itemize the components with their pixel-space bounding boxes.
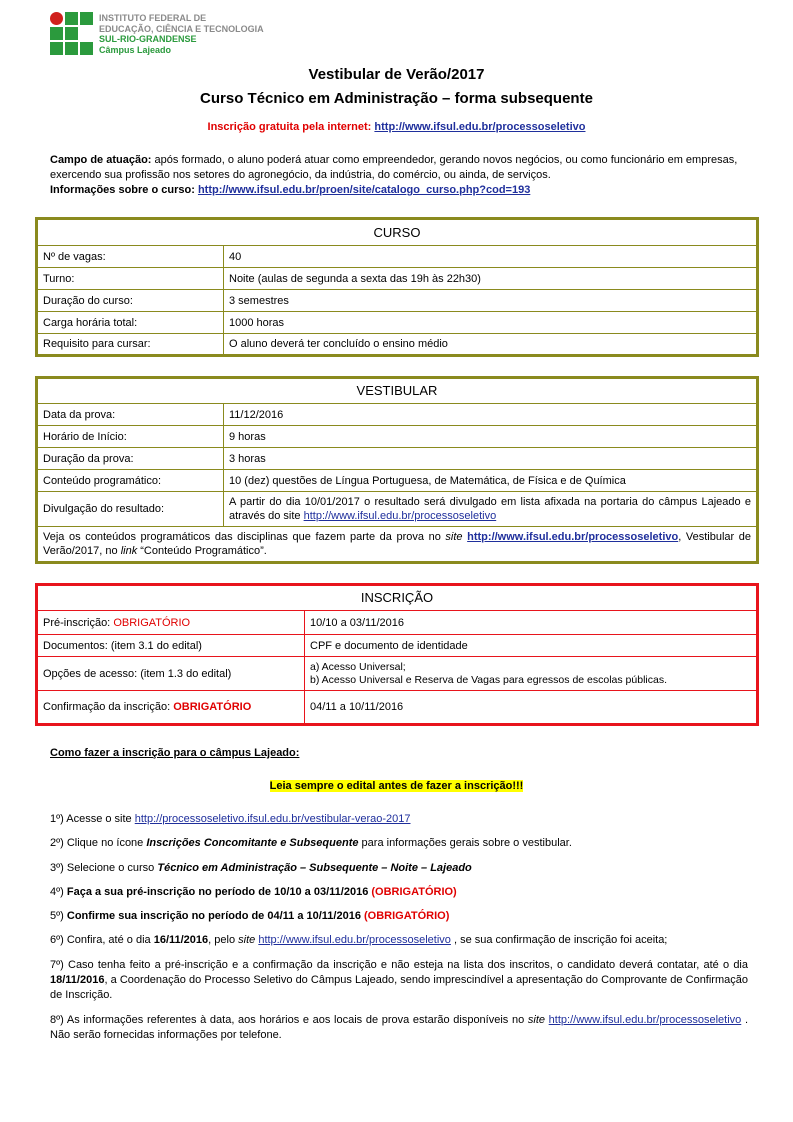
table-cell-label: Nº de vagas: (37, 246, 224, 268)
table-cell-value: CPF e documento de identidade (305, 635, 758, 657)
step-7: 7º) Caso tenha feito a pré-inscrição e a confirmação da inscrição e não esteja na lista dos inscritos, o candidato deverá contatar, até o dia 18/11/2016, a Coordenação do Processo Seletivo do Câmpus Lajeado, sendo imprescindível a apresentação do Comprovante de Confirmação de Inscrição. (50, 959, 748, 1001)
table-cell-label: Data da prova: (37, 404, 224, 426)
table-cell-value: Noite (aulas de segunda a sexta das 19h às 22h30) (224, 268, 758, 290)
step-3: 3º) Selecione o curso Técnico em Administração – Subsequente – Noite – Lajeado (50, 862, 472, 874)
table-cell-value: 3 horas (224, 448, 758, 470)
table-cell-label: Confirmação da inscrição: OBRIGATÓRIO (37, 691, 305, 725)
vestibular-table (35, 376, 759, 564)
table-cell-value: 11/12/2016 (224, 404, 758, 426)
inscricao-link[interactable]: http://www.ifsul.edu.br/processoseletivo (374, 121, 586, 133)
table-cell-label: Pré-inscrição: OBRIGATÓRIO (37, 611, 305, 635)
table-cell-value: 10/10 a 03/11/2016 (305, 611, 758, 635)
resultado-link[interactable]: http://www.ifsul.edu.br/processoseletivo (303, 510, 497, 522)
table-cell-label: Duração do curso: (37, 290, 224, 312)
table-cell-label: Requisito para cursar: (37, 334, 224, 356)
howto-heading: Como fazer a inscrição para o câmpus Lajeado: (50, 747, 300, 759)
inscricao-heading: INSCRIÇÃO (37, 585, 758, 611)
table-cell-label: Carga horária total: (37, 312, 224, 334)
step-1: 1º) Acesse o site http://processoseletivo.ifsul.edu.br/vestibular-verao-2017 (50, 813, 411, 825)
table-cell-value: 04/11 a 10/11/2016 (305, 691, 758, 725)
page-title: Vestibular de Verão/2017 (308, 66, 485, 83)
table-cell-label: Duração da prova: (37, 448, 224, 470)
step-6: 6º) Confira, até o dia 16/11/2016, pelo site http://www.ifsul.edu.br/processoseletivo , se sua confirmação de inscrição foi aceita; (50, 934, 668, 946)
table-cell-value: 9 horas (224, 426, 758, 448)
conteudo-note: Veja os conteúdos programáticos das disciplinas que fazem parte da prova no site http://www.ifsul.edu.br/processoseletivo, Vestibular de Verão/2017, no link “Conteúdo Programático”. (37, 527, 758, 563)
campo-atuacao: Campo de atuação: após formado, o aluno poderá atuar como empreendedor, gerando novos negócios, ou como funcionário em empresas, exercendo sua profissão nos setores do agronegócio, da indústria, do comércio, ou ainda, de serviços. Informações sobre o curso: http://www.ifsul.edu.br/proen/site/catalogo_curso.php?cod=193 (50, 154, 738, 196)
inscricao-line: Inscrição gratuita pela internet: http://www.ifsul.edu.br/processoseletivo (207, 121, 586, 133)
table-cell-value: 10 (dez) questões de Língua Portuguesa, de Matemática, de Física e de Química (224, 470, 758, 492)
curso-table (35, 217, 759, 357)
conteudo-link[interactable]: http://www.ifsul.edu.br/processoseletivo (467, 531, 679, 543)
confirmacao-link[interactable]: http://www.ifsul.edu.br/processoseletivo (258, 934, 451, 946)
if-logo-icon (50, 12, 96, 58)
inscricao-table (35, 583, 759, 726)
step-2: 2º) Clique no ícone Inscrições Concomitante e Subsequente para informações gerais sobre o vestibular. (50, 837, 572, 849)
curso-heading: CURSO (37, 219, 758, 246)
page-subtitle: Curso Técnico em Administração – forma subsequente (200, 90, 593, 107)
vestibular-heading: VESTIBULAR (37, 378, 758, 404)
table-cell-value: O aluno deverá ter concluído o ensino médio (224, 334, 758, 356)
table-cell-label: Horário de Início: (37, 426, 224, 448)
step-8: 8º) As informações referentes à data, aos horários e aos locais de prova estarão disponíveis no site http://www.ifsul.edu.br/processoseletivo . Não serão fornecidas informações por telefone. (50, 1014, 748, 1041)
table-cell-value: A partir do dia 10/01/2017 o resultado será divulgado em lista afixada na portaria do câmpus Lajeado e através do site http://www.ifsul.edu.br/processoseletivo (224, 492, 758, 527)
curso-info-link[interactable]: http://www.ifsul.edu.br/proen/site/catalogo_curso.php?cod=193 (197, 184, 531, 196)
edital-warning: Leia sempre o edital antes de fazer a inscrição!!! (269, 780, 524, 792)
table-cell-label: Divulgação do resultado: (37, 492, 224, 527)
table-cell-label: Opções de acesso: (item 1.3 do edital) (37, 657, 305, 691)
logo-text: INSTITUTO FEDERAL DE EDUCAÇÃO, CIÊNCIA E TECNOLOGIA SUL-RIO-GRANDENSE Câmpus Lajeado (99, 13, 264, 55)
table-cell-value: 40 (224, 246, 758, 268)
table-cell-label: Turno: (37, 268, 224, 290)
vestibular-link[interactable]: http://processoseletivo.ifsul.edu.br/vestibular-verao-2017 (134, 813, 411, 825)
step-4: 4º) Faça a sua pré-inscrição no período de 10/10 a 03/11/2016 (OBRIGATÓRIO) (50, 886, 457, 898)
table-cell-label: Documentos: (item 3.1 do edital) (37, 635, 305, 657)
table-cell-label: Conteúdo programático: (37, 470, 224, 492)
table-cell-value: 1000 horas (224, 312, 758, 334)
table-cell-value: a) Acesso Universal; b) Acesso Universal e Reserva de Vagas para egressos de escolas públicas. (305, 657, 758, 691)
table-cell-value: 3 semestres (224, 290, 758, 312)
institution-logo (50, 12, 270, 62)
step-5: 5º) Confirme sua inscrição no período de 04/11 a 10/11/2016 (OBRIGATÓRIO) (50, 910, 450, 922)
informacoes-link[interactable]: http://www.ifsul.edu.br/processoseletivo (548, 1014, 742, 1026)
